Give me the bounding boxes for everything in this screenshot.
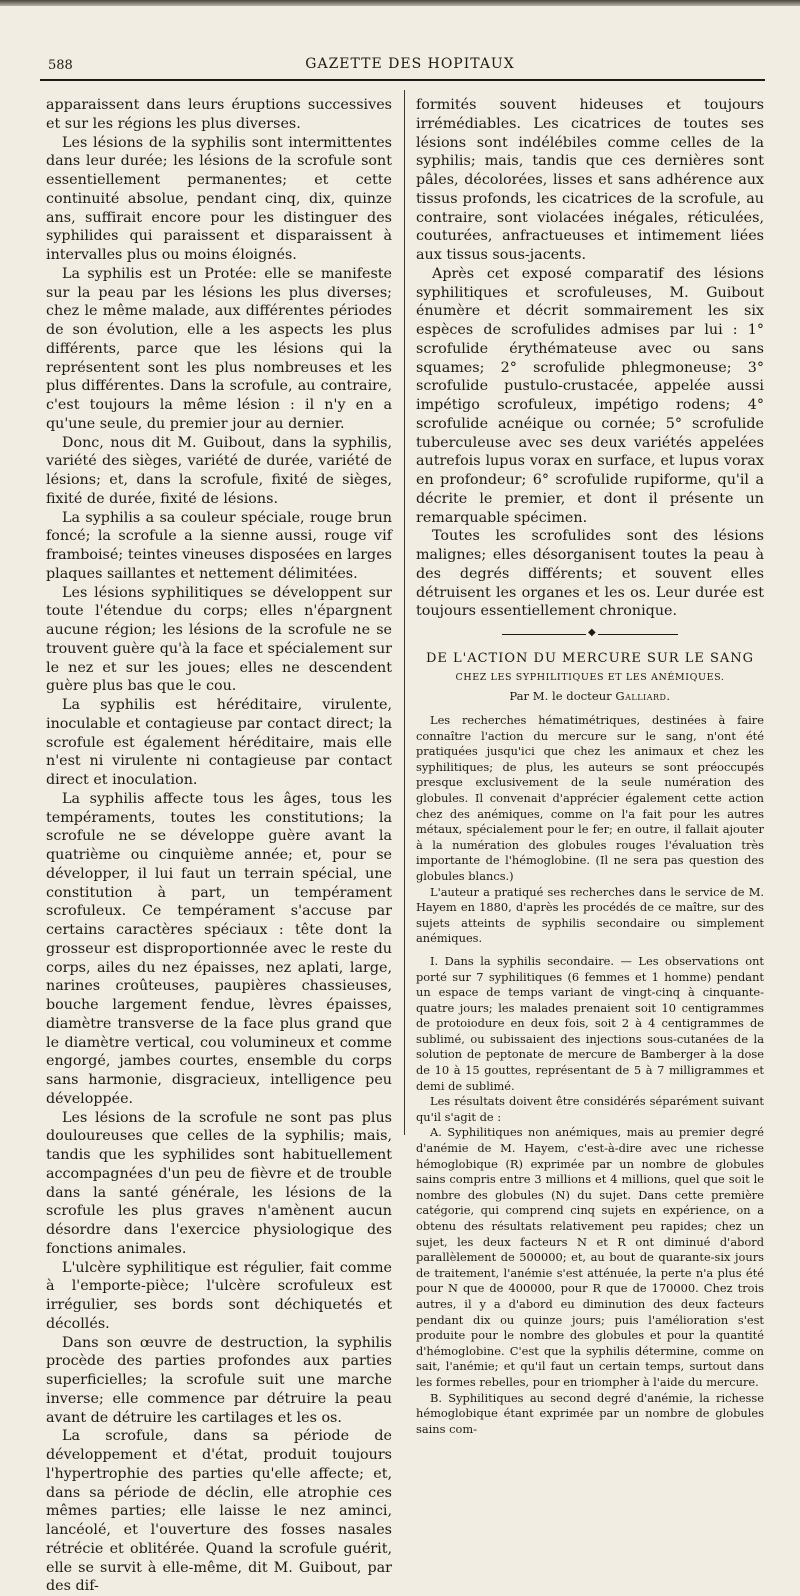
paragraph: La scrofule, dans sa période de développement et d'état, produit toujours l'hypertrophie des parties qu'elle affecte; et, dans sa période de déclin, elle atrophie ces mêmes parties; elle laisse le nez aminci, lancéolé, et l'ouverture des fosses nasales rétrécie et oblitérée. Quand la scrofule guérit, elle se survit à elle-même, dit M. Guibout, par des dif-	[46, 1428, 392, 1595]
paragraph: Donc, nous dit M. Guibout, dans la syphilis, variété des sièges, variété de durée, variété de lésions; et, dans la scrofule, fixité de sièges, fixité de durée, fixité de lésions.	[46, 434, 392, 507]
paragraph: L'auteur a pratiqué ses recherches dans le service de M. Hayem en 1880, d'après les procédés de ce maître, sur des sujets atteints de syphilis secondaire ou simplement anémiques.	[416, 884, 764, 946]
header-rule	[40, 79, 765, 81]
right-column	[416, 96, 764, 1437]
ornament-glyph: ◆	[588, 627, 596, 638]
paragraph: L'ulcère syphilitique est régulier, fait comme à l'emporte-pièce; l'ulcère scrofuleux est irrégulier, ses bords sont déchiquetés et décollés.	[46, 1259, 392, 1332]
paragraph: Les résultats doivent être considérés séparément suivant qu'il s'agit de :	[416, 1094, 764, 1124]
paragraph: Toutes les scrofulides sont des lésions malignes; elles désorganisent toutes la peau à des degrés différents; et souvent elles détruisent les organes et les os. Leur durée est toujours essentiellement chronique.	[416, 528, 764, 620]
paragraph: Les lésions syphilitiques se développent sur toute l'étendue du corps; elles n'épargnent aucune région; les lésions de la scrofule ne se trouvent guère qu'à la face et spécialement sur le nez et sur les joues; elles ne descendent guère plus bas que le cou.	[46, 584, 392, 695]
right-column-top-text	[416, 96, 764, 621]
article-body	[416, 713, 764, 1437]
page-number: 588	[48, 58, 73, 73]
paragraph: La syphilis est un Protée: elle se manifeste sur la peau par les lésions les plus diverses; chez le même malade, aux différentes périodes de son évolution, elle a les aspects les plus différents, parce que les lésions qui la représentent sont les plus nombreuses et les plus différentes. Dans la scrofule, au contraire, c'est toujours la même lésion : il n'y en a qu'une seule, du premier jour au dernier.	[46, 265, 392, 432]
byline-author: Galliard.	[615, 689, 671, 703]
running-title: GAZETTE DES HOPITAUX	[305, 56, 515, 72]
paragraph: formités souvent hideuses et toujours irrémédiables. Les cicatrices de toutes ses lésions sont indélébiles comme celles de la syphilis; mais, tandis que ces dernières sont pâles, décolorées, lisses et sans adhérence aux tissus profonds, les cicatrices de la scrofule, au contraire, sont violacées inégales, réticulées, couturées, anfractueuses et intimement liées aux tissus sous-jacents.	[416, 97, 764, 263]
paragraph: Après cet exposé comparatif des lésions syphilitiques et scrofuleuses, M. Guibout énumère et décrit sommairement les six espèces de scrofulides admises par lui : 1° scrofulide érythémateuse avec ou sans squames; 2° scrofulide phlegmoneuse; 3° scrofulide pustulo-crustacée, appelée aussi impétigo scrofuleux, impétigo rodens; 4° scrofulide acnéique ou cornée; 5° scrofulide tuberculeuse avec ses deux variétés appelées autrefois lupus vorax en surface, et lupus vorax en profondeur; 6° scrofulide rupiforme, qu'il a décrite le premier, et dont il présente un remarquable spécimen.	[416, 265, 764, 526]
paragraph: Dans son œuvre de destruction, la syphilis procède des parties profondes aux parties superficielles; la scrofule suit une marche inverse; elle commence par détruire la peau avant de détruire les cartilages et les os.	[46, 1334, 392, 1426]
paragraph: apparaissent dans leurs éruptions successives et sur les régions les plus diverses.	[46, 97, 392, 132]
section-ornament	[416, 621, 764, 649]
paragraph-gap	[416, 947, 764, 954]
column-divider	[404, 90, 405, 1135]
paragraph: Les recherches hématimétriques, destinées à faire connaître l'action du mercure sur le sang, n'ont été pratiquées jusqu'ici que chez les animaux et chez les syphilitiques; de plus, les auteurs se sont préoccupés presque exclusivement de la seule numération des globules. Il convenait d'apprécier également cette action chez des anémiques, comme on l'a fait pour les autres métaux, spécialement pour le fer; en outre, il fallait ajouter à la numération des globules rouges l'évaluation très importante de l'hémoglobine. (Il ne sera pas question des globules blancs.)	[416, 713, 764, 883]
paragraph: La syphilis est héréditaire, virulente, inoculable et contagieuse par contact direct; la scrofule est également héréditaire, mais elle n'est ni virulente ni contagieuse par contact direct et inoculation.	[46, 697, 392, 788]
left-column	[46, 96, 392, 1596]
page-header	[40, 50, 780, 76]
paragraph: A. Syphilitiques non anémiques, mais au premier degré d'anémie de M. Hayem, c'est-à-dire avec une richesse hémoglobique (R) exprimée par un nombre de globules sains compris entre 3 millions et 4 millions, quel que soit le nombre des globules (N) du sujet. Dans cette première catégorie, qui comprend cinq sujets en expérience, on a obtenu des résultats relativement peu rapides; chez un sujet, les deux facteurs N et R ont diminué d'abord parallèlement de 500000; et, au bout de quarante-six jours de traitement, l'anémie s'est atténuée, la perte n'a plus été pour N que de 400000, pour R que de 170000. Chez trois autres, il y a d'abord eu diminution des deux facteurs pendant dix ou quinze jours; puis l'amélioration s'est produite pour le nombre des globules et pour la quantité d'hémoglobine. C'est que la syphilis détermine, comme on sait, l'anémie; et qu'il faut un certain temps, surtout dans les formes rebelles, pour en triompher à l'aide du mercure.	[416, 1125, 764, 1389]
article-subtitle: CHEZ LES SYPHILITIQUES ET LES ANÉMIQUES.	[455, 672, 725, 683]
paragraph: La syphilis affecte tous les âges, tous les tempéraments, toutes les constitutions; la scrofule ne se développe guère avant la quatrième ou cinquième année; et, pour se développer, il lui faut un terrain spécial, une constitution à part, un tempérament scrofuleux. Ce tempérament s'accuse par certains caractères spéciaux : tête dont la grosseur est disproportionnée avec le reste du corps, ailes du nez épaisses, nez aplati, large, narines croûteuses, paupières chassieuses, bouche largement fendue, lèvres épaisses, diamètre transverse de la face plus grand que le diamètre vertical, cou volumineux et comme engorgé, jambes courtes, ensemble du corps sans harmonie, disgracieux, intelligence peu développée.	[46, 790, 392, 1107]
paragraph: I. Dans la syphilis secondaire. — Les observations ont porté sur 7 syphilitiques (6 femmes et 1 homme) pendant un espace de temps variant de vingt-cinq à cinquante-quatre jours; les malades prenaient soit 10 centigrammes de protoiodure en deux fois, soit 2 à 4 centigrammes de sublimé, ou subissaient des injections sous-cutanées de la solution de peptonate de mercure de Bamberger à la dose de 10 à 15 gouttes, représentant de 5 à 7 milligrammes et demi de sublimé.	[416, 953, 764, 1093]
paragraph: Les lésions de la scrofule ne sont pas plus douloureuses que celles de la syphilis; mais, tandis que les syphilides sont habituellement accompagnées d'un peu de fièvre et de trouble dans la santé générale, les lésions de la scrofule les plus graves n'amènent aucun désordre dans l'exercice physiologique des fonctions animales.	[46, 1109, 392, 1257]
article-byline	[416, 689, 764, 703]
paragraph: La syphilis a sa couleur spéciale, rouge brun foncé; la scrofule a la sienne aussi, rouge vif framboisé; teintes vineuses disposées en larges plaques saillantes et nettement délimitées.	[46, 509, 392, 582]
paragraph: B. Syphilitiques au second degré d'anémie, la richesse hémoglobique étant exprimée par un nombre de globules sains com-	[416, 1390, 764, 1436]
article-title: DE L'ACTION DU MERCURE SUR LE SANG	[425, 651, 755, 666]
byline-prefix: Par M. le docteur	[509, 689, 612, 703]
paragraph: Les lésions de la syphilis sont intermittentes dans leur durée; les lésions de la scrofule sont essentiellement permanentes; et cette continuité absolue, pendant cinq, dix, quinze ans, suffirait encore pour les distinguer des syphilides qui paraissent et disparaissent à intervalles plus ou moins éloignés.	[46, 134, 392, 263]
page-top-edge	[0, 0, 800, 6]
